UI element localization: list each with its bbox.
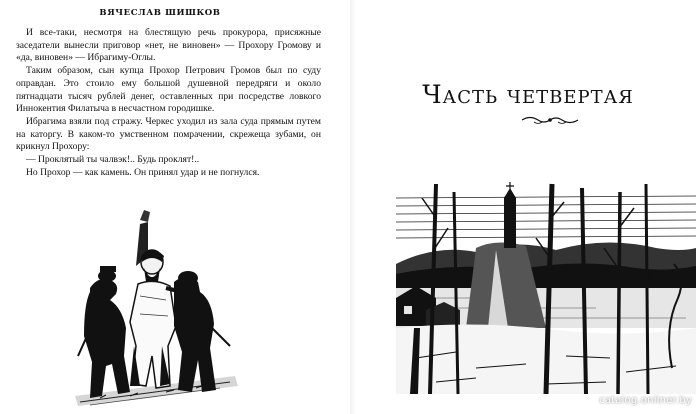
paragraph: Ибрагима взяли под стражу. Черкес уходил из зала суда прямым путем на каторгу. В каком-то умственном помрачении, скрежеща зубами, он крикнул Прохору: bbox=[16, 115, 321, 153]
taiga-landscape-illustration bbox=[396, 178, 696, 394]
paragraph: Но Прохор — как камень. Он принял удар и не погнулся. bbox=[26, 166, 260, 178]
paragraph: Таким образом, сын купца Прохор Петрович Громов был по суду оправдан. Это стоило ему большой душевной передряги и около пятнадцати тысяч рублей денег, оставленных при посредстве ловкого Иннокентия Филатыча в несчастном городишке. bbox=[16, 65, 321, 115]
arrest-scene-illustration bbox=[70, 196, 240, 410]
right-page bbox=[356, 0, 700, 414]
watermark-text: catalog.onliner.by bbox=[599, 395, 692, 406]
flourish-ornament-icon bbox=[520, 113, 580, 127]
paragraph: И все-таки, несмотря на блестящую речь прокурора, присяжные заседатели вынесли приговор «нет, не виновен» — Прохору Громову и «да, виновен» — Ибрагиму-Оглы. bbox=[16, 27, 321, 64]
running-head: ВЯЧЕСЛАВ ШИШКОВ bbox=[99, 8, 221, 18]
body-text bbox=[16, 27, 321, 179]
part-title: Часть четвертая bbox=[422, 80, 634, 109]
paragraph: — Проклятый ты чалвэк!.. Будь проклят!.. bbox=[26, 154, 200, 166]
